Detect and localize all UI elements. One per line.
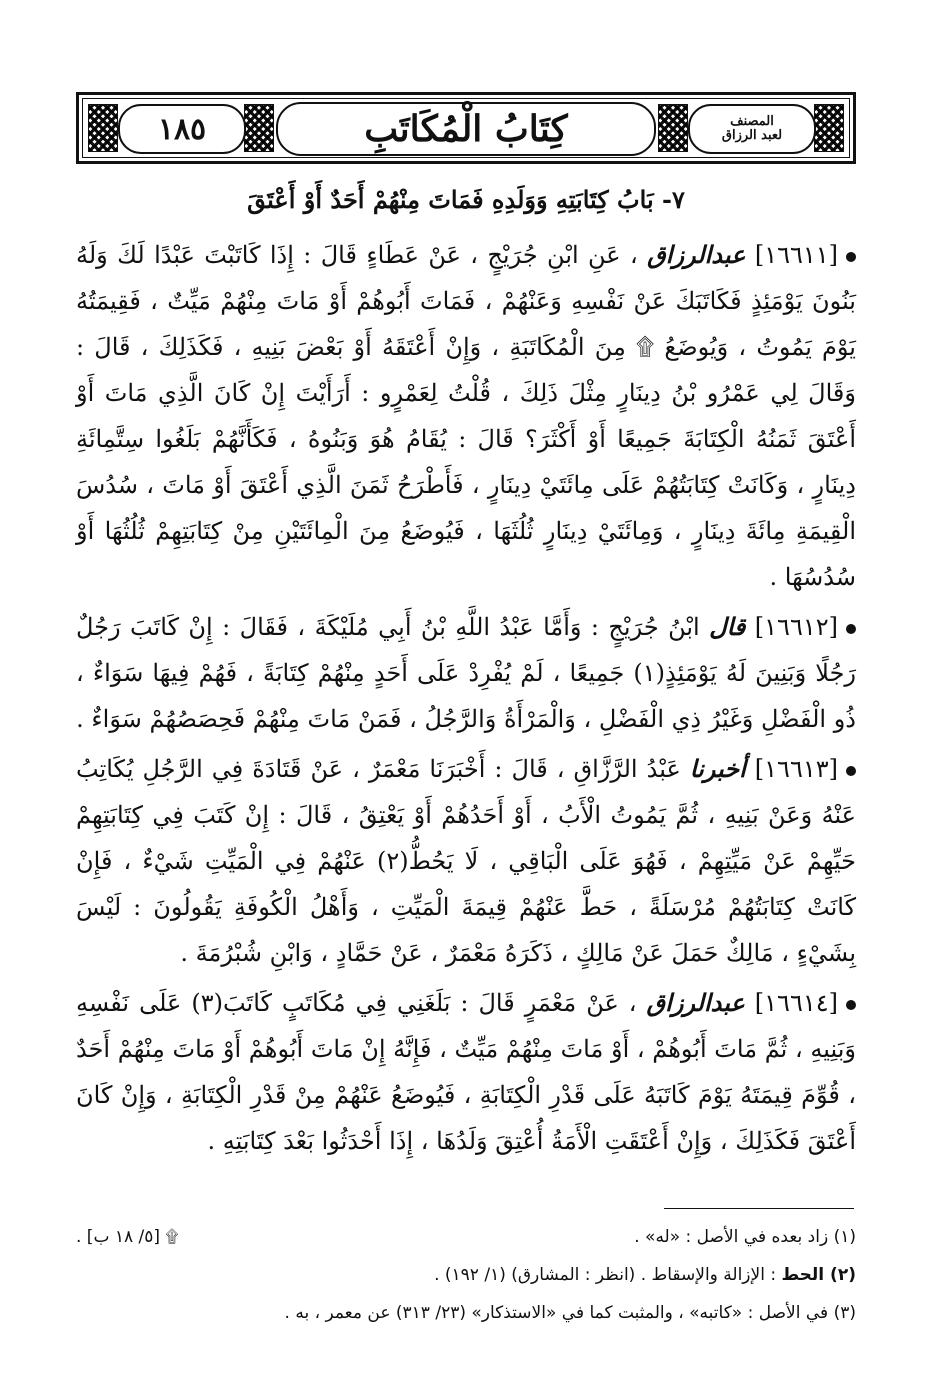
bullet-icon bbox=[846, 624, 856, 634]
bullet-icon bbox=[846, 1000, 856, 1010]
footnote-row bbox=[76, 1218, 856, 1256]
hadith-text: عَبْدُ الرَّزَّاقِ ، قَالَ : أَخْبَرَنَا مَعْمَرٌ ، عَنْ قَتَادَةَ فِي الرَّجُلِ يُكَاتِبُ عَنْهُ وَعَنْ بَنِيهِ ، ثُمَّ يَمُوتُ الْأَبُ ، أَوْ أَحَدُهُمْ أَوْ يَعْتِقُ ، قَالَ : إِنْ كَتَبَ فِي كِتَابَتِهِمْ حَيِّهِمْ عَنْ مَيِّتِهِمْ ، فَهُوَ عَلَى الْبَاقِي ، لَا يَحُطُّ(٢) عَنْهُمْ فِي الْمَيِّتِ شَيْءٌ ، فَإِنْ كَانَتْ كِتَابَتُهُمْ مُرْسَلَةً ، حَطَّ عَنْهُمْ قِيمَةَ الْمَيِّتِ ، وَأَهْلُ الْكُوفَةِ يَقُولُونَ : لَيْسَ بِشَيْءٍ ، مَالِكٌ حَمَلَ عَنْ مَالِكٍ ، ذَكَرَهُ مَعْمَرٌ ، عَنْ حَمَّادٍ ، وَابْنِ شُبْرُمَةَ . bbox=[76, 755, 856, 967]
hadith-number: [١٦٦١٣] bbox=[754, 755, 838, 783]
hadith-number: [١٦٦١٢] bbox=[754, 613, 838, 641]
narrator-name: قال bbox=[709, 612, 746, 641]
title-cartouche bbox=[276, 102, 656, 156]
ornament-icon bbox=[88, 104, 118, 152]
footnote-3: (٣) في الأصل : «كاتبه» ، والمثبت كما في «الاستذكار» (٢٣/ ٣١٣) عن معمر ، به . bbox=[284, 1303, 856, 1323]
chapter-title: ٧- بَابُ كِتَابَتِهِ وَوَلَدِهِ فَمَاتَ مِنْهُمْ أَحَدٌ أَوْ أَعْتَقَ bbox=[247, 185, 685, 214]
book-title: كِتَابُ الْمُكَاتَبِ bbox=[364, 108, 568, 150]
footnote-2-label: (٢) الحط bbox=[781, 1265, 856, 1285]
narrator-name: أخبرنا bbox=[689, 754, 746, 783]
hadith-paragraph bbox=[76, 604, 856, 742]
book-seal-logo bbox=[688, 104, 816, 154]
hadith-number: [١٦٦١١] bbox=[754, 241, 839, 269]
footnotes bbox=[76, 1218, 856, 1332]
hadith-paragraph bbox=[76, 746, 856, 976]
ornament-icon bbox=[814, 104, 844, 152]
folio-marker: ۩ [٥/ ١٨ ب] . bbox=[76, 1227, 179, 1247]
footnote-2 bbox=[76, 1256, 856, 1294]
hadith-number: [١٦٦١٤] bbox=[754, 989, 838, 1017]
hadith-text: ابْنُ جُرَيْجٍ : وَأَمَّا عَبْدُ اللَّهِ بْنُ أَبِي مُلَيْكَةَ ، فَقَالَ : إِنْ كَاتَبَ رَجُلٌ رَجُلًا وَبَنِينَ لَهُ يَوْمَئِذٍ(١) جَمِيعًا ، لَمْ يُفْرِدْ عَلَى أَحَدٍ مِنْهُمْ كِتَابَةً ، فَهُمْ فِيهَا سَوَاءٌ ، ذُو الْفَضْلِ وَغَيْرُ ذِي الْفَضْلِ ، وَالْمَرْأَةُ وَالرَّجُلُ ، فَمَنْ مَاتَ مِنْهُمْ فَحِصَصُهُمْ سَوَاءٌ . bbox=[76, 613, 856, 733]
page-header bbox=[76, 92, 856, 164]
seal-line-2: لعبد الرزاق bbox=[721, 128, 783, 143]
page-content bbox=[76, 182, 856, 1168]
bullet-icon bbox=[846, 766, 856, 776]
ornament-icon bbox=[244, 104, 274, 152]
narrator-name: عبدالرزاق bbox=[646, 988, 745, 1017]
hadith-paragraph bbox=[76, 980, 856, 1164]
page-number: ١٨٥ bbox=[157, 111, 207, 147]
footnote-1: (١) زاد بعده في الأصل : «له» . bbox=[634, 1227, 856, 1247]
page-number-cartouche bbox=[118, 104, 246, 154]
footnote-divider bbox=[664, 1208, 854, 1209]
hadith-paragraph bbox=[76, 232, 856, 600]
footnote-2-text: : الإزالة والإسقاط . (انظر : المشارق) (١/ ١٩٢) . bbox=[434, 1265, 777, 1285]
hadith-text: ، عَنِ ابْنِ جُرَيْجٍ ، عَنْ عَطَاءٍ قَالَ : إِذَا كَاتَبْتَ عَبْدًا لَكَ وَلَهُ بَنُونَ يَوْمَئِذٍ فَكَاتَبَكَ عَنْ نَفْسِهِ وَعَنْهُمْ ، فَمَاتَ أَبُوهُمْ أَوْ مَاتَ مِنْهُمْ مَيِّتٌ ، فَقِيمَتُهُ يَوْمَ يَمُوتُ ، وَيُوضَعُ ۩ مِنَ الْمُكَاتَبَةِ ، وَإِنْ أَعْتَقَهُ أَوْ بَعْضَ بَنِيهِ ، فَكَذَلِكَ ، قَالَ : وَقَالَ لِي عَمْرُو بْنُ دِينَارٍ مِثْلَ ذَلِكَ ، قُلْتُ لِعَمْرٍو : أَرَأَيْتَ إِنْ كَانَ الَّذِي مَاتَ أَوْ أَعْتَقَ ثَمَنُهُ الْكِتَابَةَ جَمِيعًا أَوْ أَكْثَرَ؟ قَالَ : يُقَامُ هُوَ وَبَنُوهُ ، فَكَأَنَّهُمْ بَلَغُوا سِتَّمِائَةِ دِينَارٍ ، وَكَانَتْ كِتَابَتُهُمْ عَلَى مِائَتَيْ دِينَارٍ ، فَأَطْرَحُ ثَمَنَ الَّذِي أَعْتَقَ أَوْ مَاتَ ، سُدُسَ الْقِيمَةِ مِائَةَ دِينَارٍ ، وَمِائَتَيْ دِينَارٍ ثُلُثَهَا ، فَيُوضَعُ مِنَ الْمِائَتَيْنِ مِنْ كِتَابَتِهِمْ ثُلُثُهَا أَوْ سُدُسُهَا . bbox=[76, 241, 856, 591]
seal-line-1: المصنف bbox=[730, 114, 774, 130]
narrator-name: عبدالرزاق bbox=[647, 240, 746, 269]
ornament-icon bbox=[658, 104, 688, 152]
hadith-text: ، عَنْ مَعْمَرٍ قَالَ : بَلَغَنِي فِي مُكَاتَبٍ كَاتَبَ(٣) عَلَى نَفْسِهِ وَبَنِيهِ ، ثُمَّ مَاتَ أَبُوهُمْ ، أَوْ مَاتَ مِنْهُمْ مَيِّتٌ ، فَإِنَّهُ إِنْ مَاتَ أَبُوهُمْ أَوْ مَاتَ مِنْهُمْ أَحَدٌ ، قُوِّمَ قِيمَتَهُ يَوْمَ كَاتَبَهُ عَلَى قَدْرِ الْكِتَابَةِ ، فَيُوضَعُ عَنْهُمْ مِنْ قَدْرِ الْكِتَابَةِ ، وَإِنْ كَانَ أَعْتَقَ فَكَذَلِكَ ، وَإِنْ أَعْتَقَتِ الْأَمَةُ أُعْتِقَ وَلَدُهَا ، إِذَا أَحْدَثُوا بَعْدَ كِتَابَتِهِ . bbox=[76, 989, 856, 1155]
bullet-icon bbox=[846, 252, 856, 262]
